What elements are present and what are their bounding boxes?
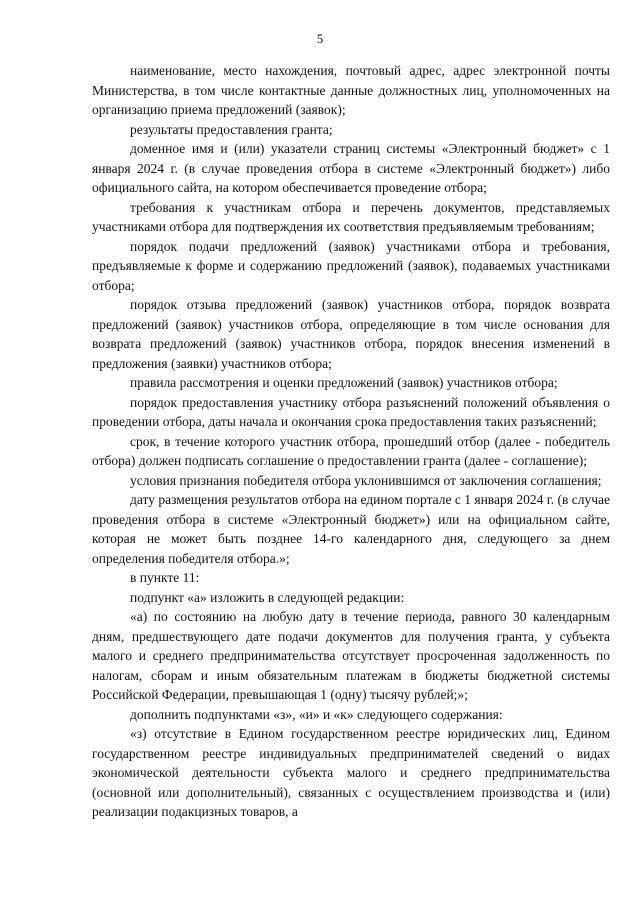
paragraph: «з) отсутствие в Едином государственном реестре юридических лиц, Едином государственном реестре индивидуальных предпринимателей сведений о видах экономической деятельности субъекта малого и среднего предпринимательства (основной или дополнительный), связанных с осуществлением производства и (или) реализации подакцизных товаров, а [92, 726, 610, 819]
paragraph: доменное имя и (или) указатели страниц системы «Электронный бюджет» с 1 января 2024 г. (в случае проведения отбора в системе «Электронный бюджет») либо официального сайта, на котором обеспечивается проведение отбора; [92, 141, 610, 195]
paragraph: наименование, место нахождения, почтовый адрес, адрес электронной почты Министерства, в том числе контактные данные должностных лиц, уполномоченных на организацию приема предложений (заявок); [92, 63, 610, 117]
paragraph: порядок подачи предложений (заявок) участниками отбора и требования, предъявляемые к форме и содержанию предложений (заявок), подаваемых участниками отбора; [92, 238, 610, 293]
paragraph: в пункте 11: [130, 570, 200, 585]
paragraph: срок, в течение которого участник отбора, прошедший отбор (далее - победитель отбора) должен подписать соглашение о предоставлении гранта (далее - соглашение); [92, 433, 610, 468]
document-body [92, 61, 610, 822]
paragraph: порядок отзыва предложений (заявок) участников отбора, порядок возврата предложений (заявок) участников отбора, определяющие в том числе основания для возврата предложений (заявок) участников отбора, порядок внесения изменений в предложения (заявки) участников отбора; [92, 297, 610, 371]
paragraph: условия признания победителя отбора уклонившимся от заключения соглашения; [130, 472, 602, 488]
paragraph: порядок предоставления участнику отбора разъяснений положений объявления о проведении отбора, даты начала и окончания срока предоставления таких разъяснений; [92, 394, 610, 429]
paragraph: требования к участникам отбора и перечень документов, представляемых участниками отбора для подтверждения их соответствия предъявляемым требованиям; [92, 199, 610, 234]
page-number: 5 [316, 31, 324, 46]
paragraph: «а) по состоянию на любую дату в течение периода, равного 30 календарным дням, предшествующего дате подачи документов для получения гранта, у субъекта малого и среднего предпринимательства отсутствует просроченная задолженность по налогам, сборам и иным обязательным платежам в бюджеты бюджетной системы Российской Федерации, превышающая 1 (одну) тысячу рублей;»; [92, 609, 610, 702]
paragraph: результаты предоставления гранта; [130, 121, 333, 137]
paragraph: дату размещения результатов отбора на едином портале с 1 января 2024 г. (в случае проведения отбора в системе «Электронный бюджет») или на официальном сайте, которая не может быть позднее 14-го календарного дня, следующего за днем определения победителя отбора.»; [92, 492, 610, 566]
paragraph: дополнить подпунктами «з», «и» и «к» следующего содержания: [130, 706, 503, 722]
paragraph: подпункт «а» изложить в следующей редакции: [130, 589, 405, 605]
paragraph: правила рассмотрения и оценки предложений (заявок) участников отбора; [130, 375, 558, 390]
